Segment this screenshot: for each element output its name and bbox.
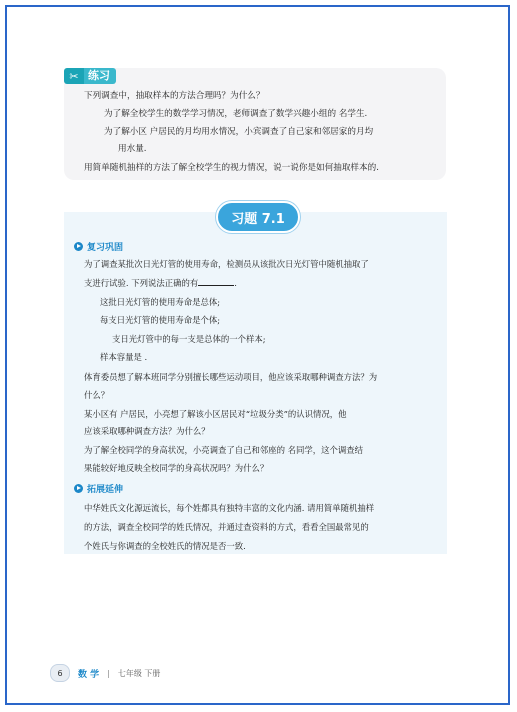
extension-line-3: 个姓氏与你调查的全校姓氏的情况是否一致. <box>84 541 246 551</box>
extension-line-2: 的方法，调查全校同学的姓氏情况，并通过查资料的方式，看看全国最常见的 <box>84 522 369 532</box>
section-extension <box>74 482 123 495</box>
exercise-q1-cont: 支进行试验. 下列说法正确的有 . <box>84 278 237 288</box>
exercise-q3-cont: 应该采取哪种调查方法？为什么？ <box>84 426 210 436</box>
footer-separator: | <box>107 668 110 678</box>
play-icon <box>74 484 83 493</box>
extension-line-1: 中华姓氏文化源远流长，每个姓都具有独特丰富的文化内涵. 请用简单随机抽样 <box>84 503 375 513</box>
exercise-q3: 某小区有 户居民，小亮想了解该小区居民对“垃圾分类”的认识情况，他 <box>84 409 347 419</box>
exercise-q1-option-c: 支日光灯管中的每一支是总体的一个样本; <box>112 334 266 344</box>
exercise-q2: 体育委员想了解本班同学分别擅长哪些运动项目，他应该采取哪种调查方法？为 <box>84 372 378 382</box>
exercise-q1: 为了调查某批次日光灯管的使用寿命，检测员从该批次日光灯管中随机抽取了 <box>84 259 369 269</box>
practice-question-1b-cont: 用水量. <box>118 144 147 154</box>
practice-title: 练习 <box>84 68 116 84</box>
play-icon <box>74 242 83 251</box>
exercise-title: 习题 7.1 <box>216 201 300 233</box>
section-review <box>74 240 123 253</box>
scissors-icon: ✂ <box>64 68 84 84</box>
page-footer <box>50 664 160 682</box>
exercise-q1-option-a: 这批日光灯管的使用寿命是总体; <box>100 297 221 307</box>
section-extension-label: 拓展延伸 <box>87 485 124 495</box>
exercise-q4-cont: 果能较好地反映全校同学的身高状况吗？为什么？ <box>84 463 269 473</box>
exercise-q2-cont: 什么？ <box>84 390 110 400</box>
answer-blank <box>198 276 234 286</box>
section-review-label: 复习巩固 <box>87 243 124 253</box>
exercise-q1-option-b: 每支日光灯管的使用寿命是个体; <box>100 315 221 325</box>
footer-grade: 七年级 下册 <box>117 668 161 678</box>
practice-question-2: 用简单随机抽样的方法了解全校学生的视力情况，说一说你是如何抽取样本的. <box>84 163 379 173</box>
practice-question-1a: 为了解全校学生的数学学习情况，老师调查了数学兴趣小组的 名学生. <box>104 109 368 119</box>
exercise-q4: 为了解全校同学的身高状况，小亮调查了自己和邻座的 名同学，这个调查结 <box>84 445 364 455</box>
practice-question-1b: 为了解小区 户居民的月均用水情况，小宾调查了自己家和邻居家的月均 <box>104 127 374 137</box>
practice-question-1: 下列调查中，抽取样本的方法合理吗？为什么？ <box>84 91 265 101</box>
page-number: 6 <box>50 664 70 682</box>
footer-subject: 数 学 <box>78 669 100 680</box>
practice-badge <box>64 68 116 84</box>
exercise-q1-option-d: 样本容量是 . <box>100 352 148 362</box>
